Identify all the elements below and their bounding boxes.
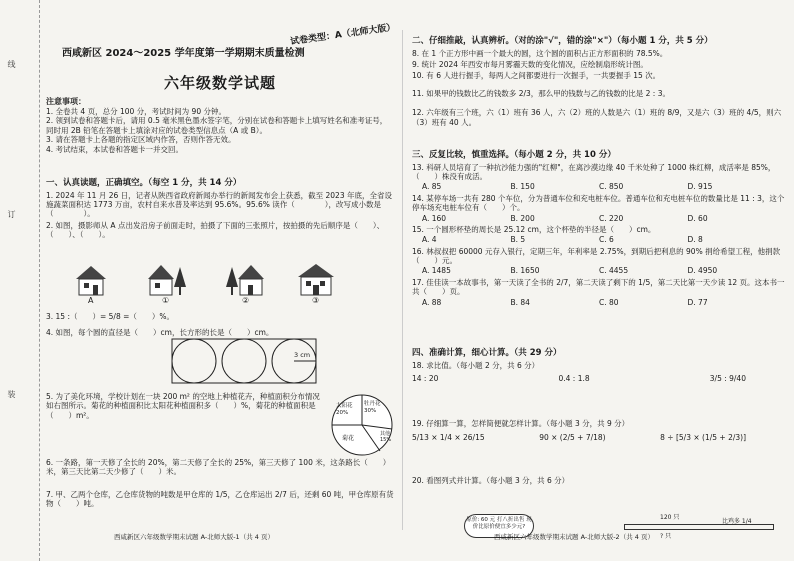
notes-section (46, 97, 394, 154)
page-footer: 西咸新区六年级数学期末试题 A-北师大版-2（共 4 页） (494, 532, 654, 541)
options-14 (412, 214, 786, 223)
options-15 (412, 235, 786, 244)
section-3 (412, 150, 786, 307)
circles-diagram (170, 337, 320, 385)
radius-label: 3 cm (294, 351, 311, 359)
notes-item: 1. 全卷共 4 页，总分 100 分，考试时间为 90 分钟。 (46, 107, 226, 116)
paper-type: 试卷类型：A（北师大版） (289, 22, 397, 48)
house-front-icon (296, 261, 336, 297)
pie-label: 太阳花 20% (336, 403, 353, 416)
question-19: 19. 仔细算一算，怎样简便就怎样计算。（每小题 3 分，共 9 分） (412, 419, 630, 429)
question-2: 2. 如图，摄影师从 A 点出发沿房子前面走时，拍摄了下面的三张照片，按拍摄的先后顺序是（ ）、（ ）、（ ）。 (46, 220, 385, 240)
calc-item: 0.4 : 1.8 (558, 374, 590, 383)
page-title: 六年级数学试题 (163, 74, 276, 92)
question-8: 8. 在 1 个正方形中画一个最大的圆，这个圆的面积占正方形面积的 78.5%。 (412, 48, 668, 58)
option: D. 915 (687, 182, 713, 192)
options-16 (412, 266, 786, 275)
option: A. 4 (422, 235, 437, 245)
option: C. 80 (599, 297, 619, 307)
question-16: 16. 林叔叔把 60000 元存入银行，定期三年，年利率是 2.75%，到期后把利息的 90% 捐给希望工程，他捐款（ ）元。 (412, 246, 781, 265)
flower-pie-chart (330, 393, 394, 457)
question-13: 13. 科研人员培育了一种抗沙能力强的"红柳"，在离沙漠边缘 40 千米处种了 1000 株红柳，成活率是 85%，（ ）株没有成活。 (412, 162, 776, 181)
question-12: 12. 六年级有三个班，六（1）班有 36 人，六（2）班的人数是六（1）班的 8/9，又是六（3）班的 4/5，则六（3）班有 40 人。 (412, 108, 782, 127)
calc-item: 90 × (2/5 + 7/18) (539, 432, 606, 442)
section-1 (46, 178, 394, 240)
calc-item: 8 ÷ [5/3 × (1/5 + 2/3)] (660, 432, 746, 442)
notes-item: 2. 领到试卷和答题卡后，请用 0.5 毫米黑色墨水签字笔，分别在试卷和答题卡上填写姓名和准考证号，同时用 2B 铅笔在答题卡上填涂对应的试卷类型信息点（A 或 B）。 (46, 116, 388, 135)
left-column (44, 0, 396, 561)
house-with-tree-icon (146, 261, 188, 297)
calc-item: 5/13 × 1/4 × 26/15 (412, 432, 485, 442)
notes-heading: 注意事项： (46, 97, 86, 106)
section-2 (412, 36, 786, 127)
calc-item: 3/5 : 9/40 (709, 374, 746, 383)
question-1: 1. 2024 年 11 月 26 日，记者从陕西省政府新闻办举行的新闻发布会上获悉，截至 2023 年底，全省设施蔬菜面积达 1773 万亩，农村自来水普及率达到 95.6%。95.6% 读作（ ），改写成小数是（ ）。 (46, 190, 392, 219)
page-footer: 西咸新区六年级数学期末试题 A-北师大版-1（共 4 页） (114, 532, 274, 541)
option: A. 85 (422, 182, 442, 192)
option: D. 8 (687, 235, 703, 245)
option: D. 60 (687, 213, 708, 223)
question-9: 9. 统计 2024 年西安市每月雾霾天数的变化情况，应绘制扇形统计图。 (412, 60, 648, 69)
bar-total-label: 120 只 (660, 514, 680, 521)
option: C. 4455 (599, 266, 629, 276)
option: A. 160 (422, 213, 447, 223)
gutter-label: 装 (7, 390, 16, 398)
bar-ratio-label: 比鸡多 1/4 (722, 518, 752, 525)
options-17 (412, 298, 786, 307)
section-heading: 四、准确计算，细心计算。（共 29 分） (412, 348, 562, 358)
option: B. 84 (510, 297, 530, 307)
calc-item: 14 : 20 (412, 374, 439, 383)
option: C. 220 (599, 213, 624, 223)
question-3: 3. 15 :（ ）= 5/8 =（ ）%。 (46, 312, 175, 321)
photo-label: A (88, 296, 94, 305)
gutter-label: 订 (7, 210, 16, 218)
question-6: 6. 一条路，第一天修了全长的 20%，第二天修了全长的 25%，第三天修了 100 米，这条路长（ ）米，第三天比第二天少修了（ ）米。 (46, 458, 391, 477)
right-column (408, 0, 788, 561)
section-heading: 三、反复比较，慎重选择。（每小题 2 分，共 10 分） (412, 150, 616, 160)
photo-label: ② (242, 296, 250, 305)
simplify-items (412, 433, 786, 442)
house-icon (74, 263, 108, 297)
pie-label: 菊花 (342, 435, 355, 442)
question-5: 5. 为了美化环境，学校计划在一块 200 m² 的空地上种植花卉，种植面积分布情况如右图所示。菊花的种植面积比太阳花种植面积多（ ）%，菊花的种植面积是（ ）m²。 (46, 392, 320, 420)
circles-in-rectangle-icon (170, 337, 320, 385)
question-11: 11. 如果甲的钱数比乙的钱数多 2/3，那么甲的钱数与乙的钱数的比是 2 : 3。 (412, 88, 670, 98)
options-13 (412, 182, 786, 191)
option: D. 4950 (687, 266, 718, 276)
photo-label: ③ (312, 296, 320, 305)
option: C. 6 (599, 235, 614, 245)
option: B. 1650 (510, 266, 540, 276)
question-10: 10. 有 6 人进行握手，每两人之间都要进行一次握手，一共要握手 15 次。 (412, 71, 661, 81)
option: A. 1485 (422, 266, 451, 276)
tree-house-icon (224, 261, 266, 297)
question-20: 20. 看图列式并计算。（每小题 3 分，共 6 分） (412, 476, 570, 486)
section-heading: 二、仔细推敲，认真辨析。（对的涂"√"，错的涂"×"）（每小题 1 分，共 5 分） (412, 36, 713, 46)
option: B. 200 (510, 213, 535, 223)
option: B. 150 (510, 182, 535, 192)
pie-label: 牡丹花 30% (364, 401, 381, 414)
exam-header: 西咸新区 2024～2025 学年度第一学期期末质量检测 (62, 48, 305, 59)
question-15: 15. 一个圆形杯垫的周长是 25.12 cm，这个杯垫的半径是（ ）cm。 (412, 224, 656, 234)
column-divider (402, 30, 403, 530)
question-14: 14. 某停车场一共有 280 个车位，分为普通车位和充电桩车位。普通车位和充电桩车位的数量比是 11 : 3，这个停车场充电桩车位有（ ）个。 (412, 193, 785, 213)
notes-item: 3. 请在答题卡上各题的指定区域内作答，否则作答无效。 (46, 135, 236, 145)
house-photos (66, 255, 346, 303)
price-bubble: 原价: 60 元 打八折出售 现价比原价便宜多少元? (464, 514, 534, 538)
bar-unknown-label: ? 只 (660, 533, 672, 540)
question-7: 7. 甲、乙两个仓库，乙仓库货物的吨数是甲仓库的 1/5，乙仓库运出 2/7 后，还剩 60 吨，甲仓库原有货物（ ）吨。 (46, 490, 394, 509)
ratio-items (412, 374, 786, 383)
question-18: 18. 求比值。（每小题 2 分，共 6 分） (412, 360, 540, 370)
option: A. 88 (422, 297, 442, 307)
question-4: 4. 如图，每个圆的直径是（ ）cm，长方形的长是（ ）cm。 (46, 328, 274, 337)
binding-gutter (0, 0, 40, 561)
option: D. 77 (687, 297, 708, 307)
pie-label: 其他 15% (380, 431, 392, 444)
notes-item: 4. 考试结束，本试卷和答题卡一并交回。 (46, 144, 184, 154)
section-heading: 一、认真读题，正确填空。（每空 1 分，共 14 分） (46, 178, 242, 188)
question-17: 17. 佳佳读一本故事书，第一天读了全书的 2/7，第二天读了剩下的 1/5，第二天比第一天少读 12 页。这本书一共（ ）页。 (412, 277, 785, 297)
photo-label: ① (162, 296, 170, 305)
gutter-label: 线 (7, 60, 16, 68)
option: B. 5 (510, 235, 526, 245)
section-4 (412, 348, 786, 486)
option: C. 850 (599, 182, 624, 192)
